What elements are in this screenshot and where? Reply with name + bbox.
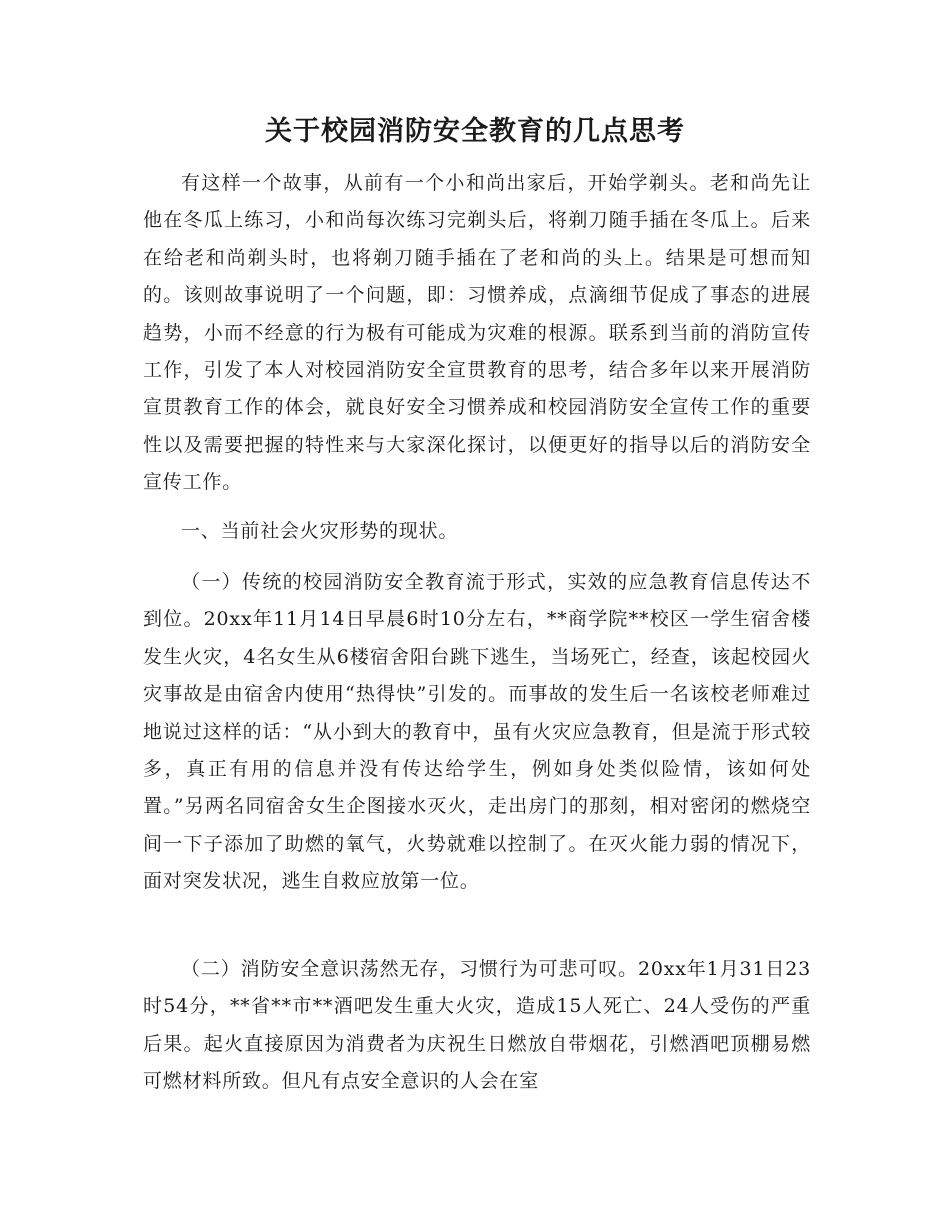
document-title: 关于校园消防安全教育的几点思考 [265,116,685,147]
section-heading: 一、当前社会火灾形势的现状。 [181,520,459,542]
intro-paragraph: 有这样一个故事，从前有一个小和尚出家后，开始学剃头。老和尚先让他在冬瓜上练习，小和尚每次练习完剃头后，将剃刀随手插在冬瓜上。后来在给老和尚剃头时，也将剃刀随手插在了老和尚的头上。结果是可想而知的。该则故事说明了一个问题，即：习惯养成，点滴细节促成了事态的进展趋势，小而不经意的行为极有可能成为灾难的根源。联系到当前的消防宣传工作，引发了本人对校园消防安全宣贯教育的思考，结合多年以来开展消防宣贯教育工作的体会，就良好安全习惯养成和校园消防安全宣传工作的重要性以及需要把握的特性来与大家深化探讨，以便更好的指导以后的消防安全宣传工作。 [143,172,811,494]
section-paragraph-2: （二）消防安全意识荡然无存，习惯行为可悲可叹。20xx年1月31日23时54分，**省**市**酒吧发生重大火灾，造成15人死亡、24人受伤的严重后果。起火直接原因为消费者为庆祝生日燃放自带烟花，引燃酒吧顶棚易燃可燃材料所致。但凡有点安全意识的人会在室 [143,958,811,1093]
section-paragraph-1: （一）传统的校园消防安全教育流于形式，实效的应急教育信息传达不到位。20xx年11月14日早晨6时10分左右，**商学院**校区一学生宿舍楼发生火灾，4名女生从6楼宿舍阳台跳下逃生，当场死亡，经查，该起校园火灾事故是由宿舍内使用“热得快”引发的。而事故的发生后一名该校老师难过地说过这样的话：“从小到大的教育中，虽有火灾应急教育，但是流于形式较多，真正有用的信息并没有传达给学生，例如身处类似险情，该如何处置。”另两名同宿舍女生企图接水灭火，走出房门的那刻，相对密闭的燃烧空间一下子添加了助燃的氧气，火势就难以控制了。在灭火能力弱的情况下，面对突发状况，逃生自救应放第一位。 [143,571,811,893]
